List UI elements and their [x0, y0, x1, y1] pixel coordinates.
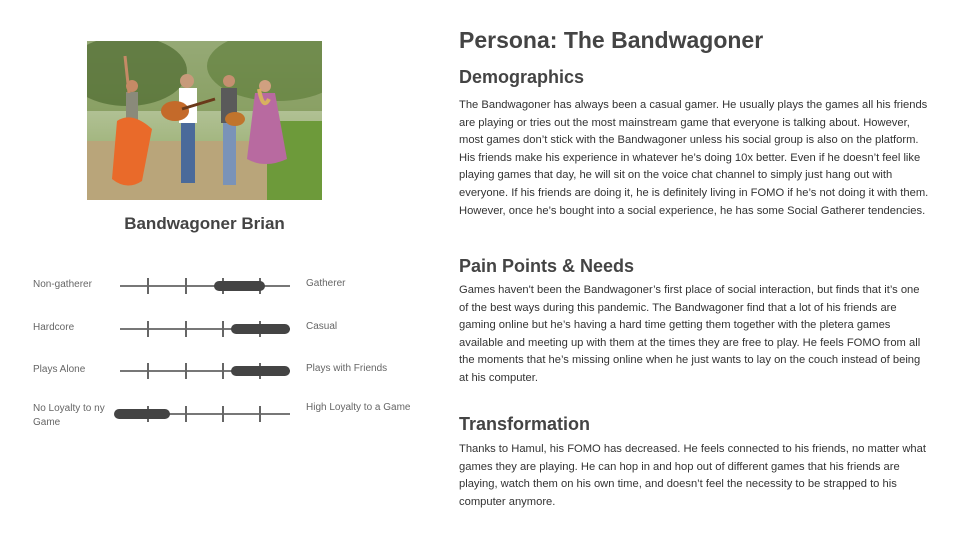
page-title: Persona: The Bandwagoner — [459, 27, 764, 53]
scale-track — [120, 285, 290, 287]
persona-name: Bandwagoner Brian — [124, 214, 285, 233]
persona-photo — [87, 41, 322, 200]
scale-track — [120, 370, 290, 372]
section-body-transformation: Thanks to Hamul, his FOMO has decreased. He feels connected to his friends, no matter what games they are playing. He can hop in and hop out of different games that his friends are playing, watch them on his own time, and doesn’t feel the necessity to be strapped to his computer anymore. — [459, 443, 926, 508]
trait-scale-row — [0, 272, 440, 312]
scale-tick — [222, 406, 224, 422]
trait-scale-row — [0, 315, 440, 355]
trait-scale-row — [0, 400, 440, 440]
scale-left-label: Non-gatherer — [33, 279, 92, 290]
section-heading-pain-points: Pain Points & Needs — [459, 256, 635, 276]
section-heading-demographics: Demographics — [459, 67, 585, 87]
scale-right-label: Casual — [306, 321, 338, 332]
scale-marker — [231, 324, 291, 334]
scale-tick — [259, 406, 261, 422]
scale-right-label: Plays with Friends — [306, 363, 388, 374]
scale-tick — [185, 406, 187, 422]
scale-tick — [185, 321, 187, 337]
section-body-pain-points: Games haven't been the Bandwagoner’s first place of social interaction, but finds that it’s one of the best ways during this pandemic. The Bandwagoner find that a lot of his friends are gaming online but he’s having a hard time getting them together with the pletera games available and meeting up with them at the times they are free to play. He feels FOMO from all the moments that he’s missing online when he just wants to lay on the couch instead of being at his computer. — [459, 284, 921, 384]
scale-tick — [185, 278, 187, 294]
scale-track — [120, 413, 290, 415]
scale-right-label: Gatherer — [306, 278, 346, 289]
scale-marker — [231, 366, 291, 376]
scale-tick — [222, 363, 224, 379]
scale-tick — [147, 278, 149, 294]
section-body-demographics: The Bandwagoner has always been a casual gamer. He usually plays the games all his friends are playing or tries out the most mainstream game that everyone is talking about. However, most games don’t stick with the Bandwagoner unless his social group is also on the platform. His friends make his experience in whatever he’s doing 10x better. Even if he doesn’t feel like playing games that day, he will sit on the voice chat channel to simply just hang out with everyone. If his friends are doing it, he is definitely living in FOMO if he’s not doing it with them. However, once he’s bought into a social experience, he has some Social Gatherer tendencies. — [459, 99, 929, 217]
scale-left-label: Hardcore — [33, 322, 75, 333]
scale-left-label: No Loyalty to ny Game — [33, 403, 105, 428]
scale-left-label: Plays Alone — [33, 364, 86, 375]
scale-tick — [147, 363, 149, 379]
scale-tick — [185, 363, 187, 379]
scale-right-label: High Loyalty to a Game — [306, 402, 411, 413]
scale-tick — [222, 321, 224, 337]
scale-tick — [147, 321, 149, 337]
scale-marker — [214, 281, 265, 291]
trait-scale-row — [0, 357, 440, 397]
section-heading-transformation: Transformation — [459, 414, 591, 434]
scale-track — [120, 328, 290, 330]
scale-marker — [114, 409, 170, 419]
